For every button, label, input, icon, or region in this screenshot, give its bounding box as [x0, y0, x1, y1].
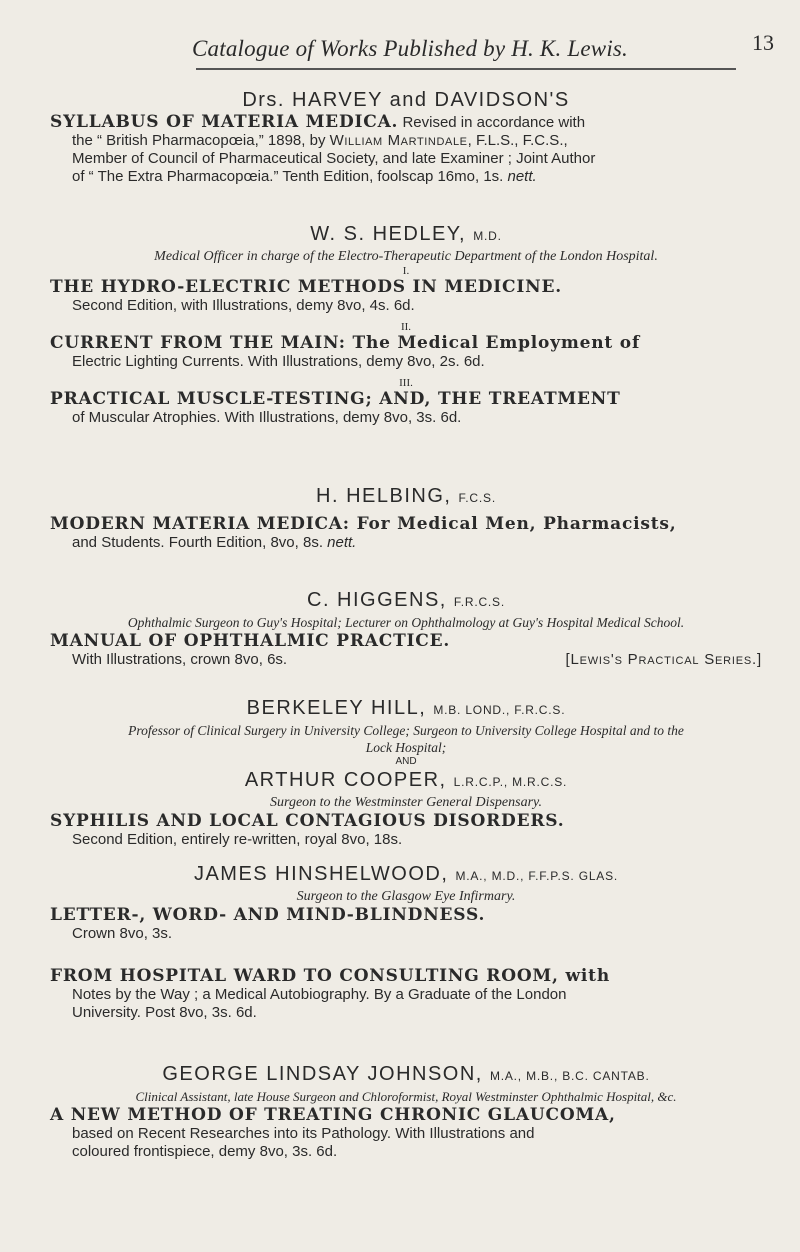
- author-name: [50, 768, 762, 794]
- author-name: [50, 588, 762, 614]
- section-number: III.: [399, 377, 413, 389]
- entry-hill-cooper: [50, 696, 762, 849]
- author-name: [50, 696, 762, 722]
- book-detail: based on Recent Researches into its Pathology. With Illustrations and: [72, 1125, 535, 1142]
- editor-name: William Martindale: [329, 132, 468, 149]
- author-role: Surgeon to the Westminster General Dispensary.: [270, 795, 542, 810]
- book-title: SYLLABUS OF MATERIA MEDICA.: [50, 112, 399, 132]
- author-text: W. S. HEDLEY,: [310, 223, 467, 245]
- series-label: [Lewis's Practical Series.]: [565, 651, 762, 668]
- section-number: I.: [402, 265, 410, 277]
- book-detail: [50, 534, 762, 552]
- book-title: FROM HOSPITAL WARD TO CONSULTING ROOM, with: [50, 966, 610, 986]
- detail-text: the “ British Pharmacopœia,” 1898, by: [72, 132, 330, 149]
- author-qualifications: M.B. LOND., F.R.C.S.: [433, 703, 566, 717]
- book-title: PRACTICAL MUSCLE-TESTING; AND, THE TREATMENT: [50, 389, 621, 409]
- book-detail: [50, 168, 762, 186]
- author-text: JAMES HINSHELWOOD,: [193, 863, 449, 885]
- author-qualifications: F.C.S.: [458, 491, 496, 505]
- price-nett: nett.: [507, 168, 537, 185]
- book-detail: Member of Council of Pharmaceutical Society, and late Examiner ; Joint Author: [72, 150, 596, 167]
- book-detail: of Muscular Atrophies. With Illustrations, demy 8vo, 3s. 6d.: [72, 409, 462, 426]
- entry-hinshelwood: [50, 862, 762, 943]
- author-qualifications: M.A., M.D., F.F.P.S. GLAS.: [455, 869, 619, 883]
- book-title: THE HYDRO-ELECTRIC METHODS IN MEDICINE.: [50, 277, 562, 297]
- author-qualifications: L.R.C.P., M.R.C.S.: [453, 775, 568, 789]
- section-number: II.: [400, 321, 412, 333]
- book-detail: University. Post 8vo, 3s. 6d.: [72, 1004, 257, 1021]
- detail-text: and Students. Fourth Edition, 8vo, 8s.: [72, 534, 328, 551]
- book-detail: [50, 651, 762, 669]
- book-detail: Second Edition, entirely re-written, royal 8vo, 18s.: [72, 831, 403, 848]
- author-text: BERKELEY HILL,: [246, 697, 427, 719]
- running-head: Catalogue of Works Published by H. K. Lewis.: [192, 36, 629, 61]
- book-title: SYPHILIS AND LOCAL CONTAGIOUS DISORDERS.: [50, 811, 565, 831]
- detail-text: With Illustrations, crown 8vo, 6s.: [72, 651, 288, 668]
- entry-hospital-ward: [50, 966, 762, 1022]
- book-detail: Second Edition, with Illustrations, demy 8vo, 4s. 6d.: [72, 297, 415, 314]
- author-name: [50, 484, 762, 510]
- author-name: [50, 862, 762, 888]
- entry-harvey-davidson: [50, 88, 762, 186]
- detail-text: of “ The Extra Pharmacopœia.” Tenth Edition, foolscap 16mo, 1s.: [72, 168, 508, 185]
- detail-text: , F.L.S., F.C.S.,: [467, 132, 568, 149]
- author-name: [50, 1062, 762, 1088]
- author-text: H. HELBING,: [316, 485, 452, 507]
- author-role: Surgeon to the Glasgow Eye Infirmary.: [296, 889, 516, 904]
- author-qualifications: M.D.: [473, 229, 502, 243]
- and-separator: AND: [395, 756, 417, 767]
- entry-johnson: [50, 1062, 762, 1161]
- entry-helbing: [50, 484, 762, 552]
- author-name: Drs. HARVEY and DAVIDSON'S: [242, 89, 570, 111]
- author-role: Lock Hospital;: [365, 740, 447, 755]
- entry-text: [50, 112, 762, 132]
- author-name: [50, 222, 762, 248]
- author-text: ARTHUR COOPER,: [244, 769, 447, 791]
- book-detail: [50, 132, 762, 150]
- book-title: LETTER-, WORD- AND MIND-BLINDNESS.: [50, 905, 486, 925]
- author-text: C. HIGGENS,: [307, 589, 447, 611]
- author-role: Clinical Assistant, late House Surgeon and Chloroformist, Royal Westminster Ophthalmic Hospital, &c.: [135, 1089, 677, 1104]
- book-detail: Crown 8vo, 3s.: [72, 925, 173, 942]
- author-role: Medical Officer in charge of the Electro-Therapeutic Department of the London Hospital.: [154, 249, 658, 264]
- book-title: MODERN MATERIA MEDICA: For Medical Men, Pharmacists,: [50, 514, 677, 534]
- book-title: A NEW METHOD OF TREATING CHRONIC GLAUCOMA,: [50, 1105, 616, 1125]
- book-title: CURRENT FROM THE MAIN: The Medical Employment of: [50, 333, 641, 353]
- header-rule: [196, 68, 736, 70]
- book-detail: Electric Lighting Currents. With Illustrations, demy 8vo, 2s. 6d.: [72, 353, 485, 370]
- price-nett: nett.: [327, 534, 357, 551]
- author-qualifications: F.R.C.S.: [453, 595, 505, 609]
- book-title: MANUAL OF OPHTHALMIC PRACTICE.: [50, 631, 451, 651]
- page-number: 13: [752, 30, 774, 55]
- book-detail: Revised in accordance with: [398, 114, 586, 131]
- book-detail: Notes by the Way ; a Medical Autobiography. By a Graduate of the London: [72, 986, 567, 1003]
- book-detail: coloured frontispiece, demy 8vo, 3s. 6d.: [72, 1143, 338, 1160]
- entry-higgens: [50, 588, 762, 669]
- author-role: Professor of Clinical Surgery in University College; Surgeon to University College Hospital and to the: [128, 723, 684, 738]
- author-text: GEORGE LINDSAY JOHNSON,: [162, 1063, 483, 1085]
- author-role: Ophthalmic Surgeon to Guy's Hospital; Lecturer on Ophthalmology at Guy's Hospital Medical School.: [127, 615, 685, 630]
- author-qualifications: M.A., M.B., B.C. CANTAB.: [489, 1069, 650, 1083]
- entry-hedley: [50, 222, 762, 427]
